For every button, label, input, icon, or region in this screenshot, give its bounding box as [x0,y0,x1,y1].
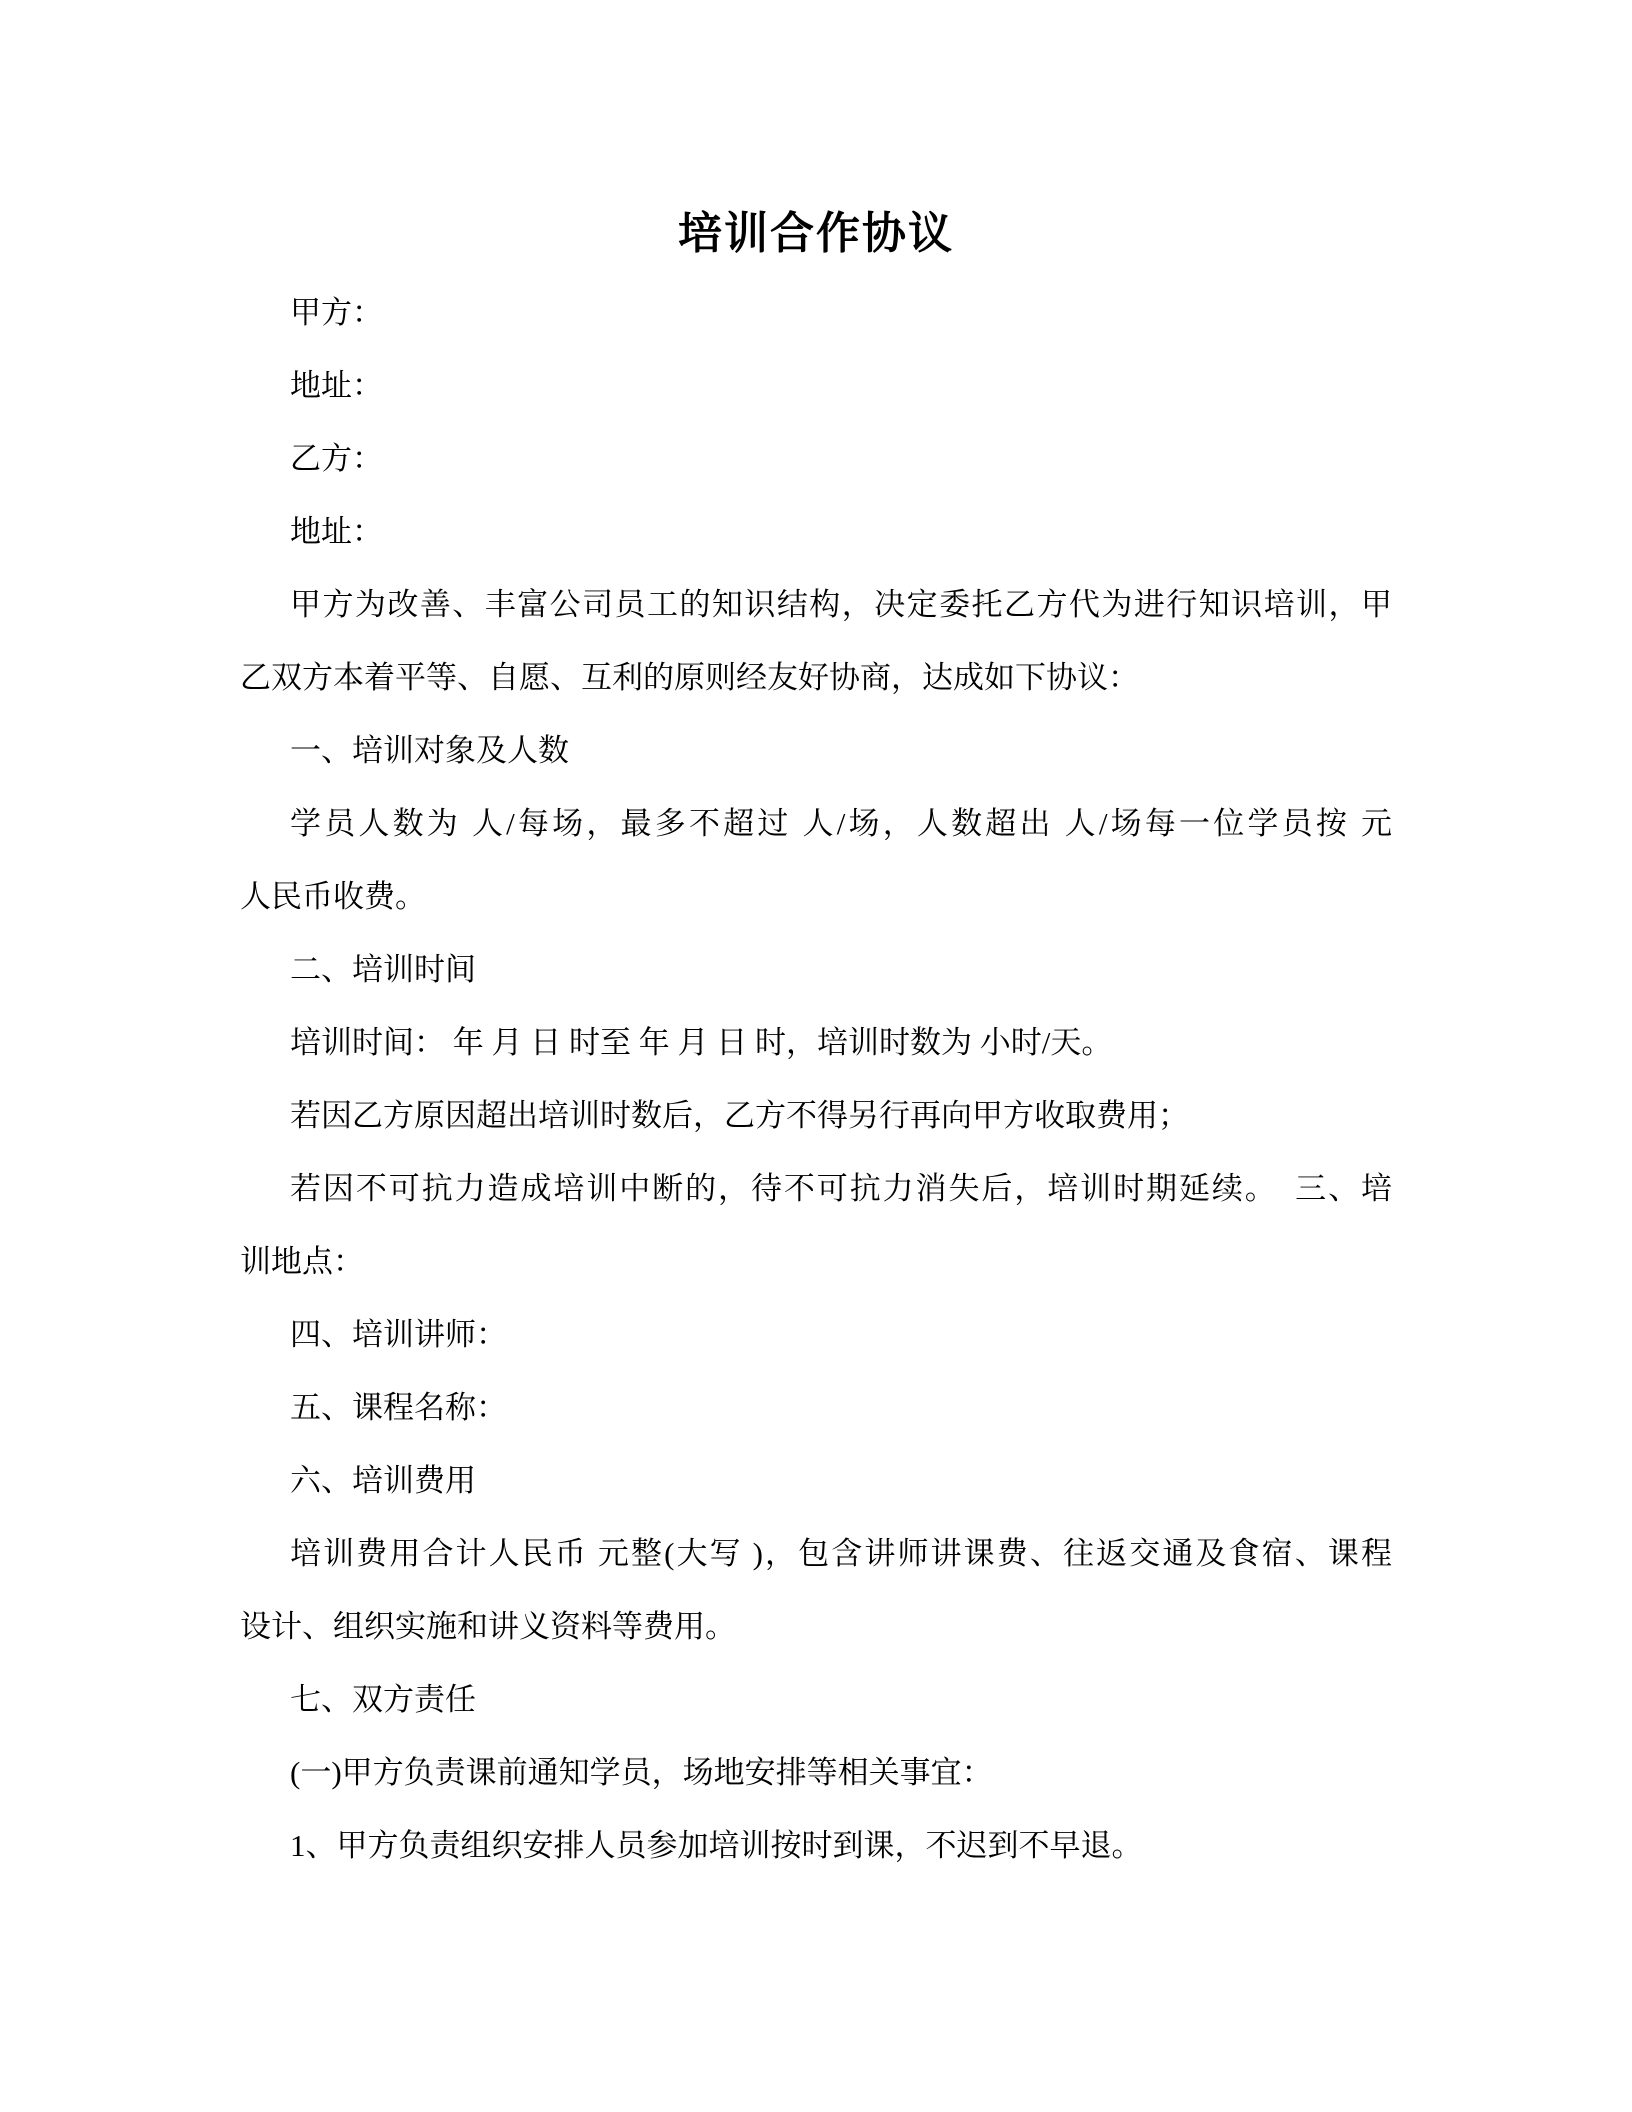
heading-section-4 [240,1298,1392,1371]
text-line: 设计、组织实施和讲义资料等费用。 [240,1609,736,1644]
paragraph-training-time [240,1006,1392,1079]
text-line: 七、双方责任 [290,1682,476,1717]
text-line: 二、培训时间 [290,952,476,987]
heading-section-5 [240,1371,1392,1444]
heading-section-6 [240,1444,1392,1517]
text-line: 训地点： [240,1244,364,1279]
paragraph-trainee-count [240,787,1392,933]
heading-section-1 [240,714,1392,787]
paragraph-address-a [240,349,1392,422]
text-line: 乙方： [290,441,383,476]
text-line: 若因不可抗力造成培训中断的，待不可抗力消失后，培训时期延续。 三、培 [290,1171,1392,1206]
text-line: 乙双方本着平等、自愿、互利的原则经友好协商，达成如下协议： [240,660,1139,695]
paragraph-party-a [240,276,1392,349]
text-line: 五、课程名称： [290,1390,507,1425]
text-line: 甲方： [290,295,383,330]
heading-section-7 [240,1663,1392,1736]
text-line: 六、培训费用 [290,1463,476,1498]
text-line: 培训费用合计人民币 元整(大写 )，包含讲师讲课费、往返交通及食宿、课程 [290,1536,1392,1571]
paragraph-force-majeure [240,1152,1392,1298]
paragraph-preamble [240,568,1392,714]
paragraph-party-a-duty-intro [240,1736,1392,1809]
text-line: 甲方为改善、丰富公司员工的知识结构，决定委托乙方代为进行知识培训，甲 [290,587,1392,622]
paragraph-party-b [240,422,1392,495]
text-line: 学员人数为 人/每场，最多不超过 人/场，人数超出 人/场每一位学员按 元 [290,806,1392,841]
text-line: 若因乙方原因超出培训时数后，乙方不得另行再向甲方收取费用； [290,1098,1189,1133]
text-line: (一)甲方负责课前通知学员，场地安排等相关事宜： [290,1755,993,1790]
text-line: 一、培训对象及人数 [290,733,569,768]
paragraph-overtime-clause [240,1079,1392,1152]
paragraph-training-fee [240,1517,1392,1663]
text-line: 培训时间： 年 月 日 时至 年 月 日 时，培训时数为 小时/天。 [290,1025,1113,1060]
text-line: 1、甲方负责组织安排人员参加培训按时到课，不迟到不早退。 [290,1828,1143,1863]
text-line: 地址： [290,368,383,403]
text-line: 四、培训讲师： [290,1317,507,1352]
paragraph-party-a-duty-1 [240,1809,1392,1882]
text-line: 人民币收费。 [240,879,426,914]
text-line: 地址： [290,514,383,549]
heading-section-2 [240,933,1392,1006]
document-title: 培训合作协议 [678,209,954,258]
paragraph-address-b [240,495,1392,568]
